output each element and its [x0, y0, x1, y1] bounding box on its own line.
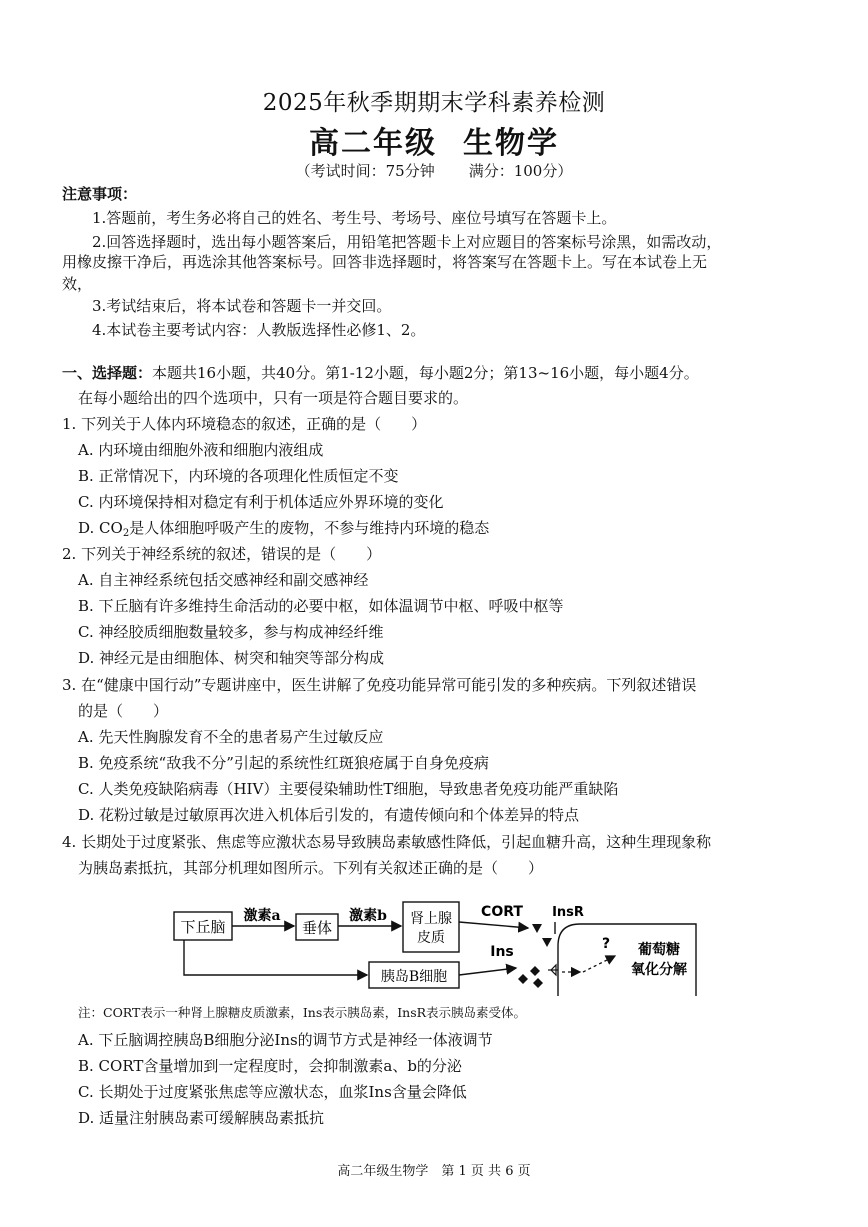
exam-title: 2025年秋季期期末学科素养检测: [262, 90, 606, 116]
adrenal-label-1: 肾上腺: [410, 911, 452, 927]
question-option: D. 花粉过敏是过敏原再次进入机体后引发的，有遗传倾向和个体差异的特点: [78, 806, 580, 824]
grade-label: 高二年级: [309, 126, 437, 161]
question-mark: ?: [601, 936, 611, 952]
ins-molecule: [533, 978, 543, 988]
glucose-label-1: 葡萄糖: [638, 942, 680, 958]
full-score: 满分：100分）: [468, 162, 573, 180]
option-d-post: 是人体细胞呼吸产生的废物，不参与维持内环境的稳态: [129, 519, 490, 537]
question-option: A. 先天性胸腺发育不全的患者易产生过敏反应: [78, 728, 384, 746]
question-option: A. 下丘脑调控胰岛B细胞分泌Ins的调节方式是神经一体液调节: [78, 1031, 493, 1049]
question-stem: 2. 下列关于神经系统的叙述，错误的是（ ）: [62, 545, 382, 563]
section-desc-2: 在每小题给出的四个选项中，只有一项是符合题目要求的。: [78, 389, 469, 407]
section-desc: 本题共16小题，共40分。第1-12小题，每小题2分；第13~16小题，每小题4分。: [152, 364, 699, 382]
question-stem: 1. 下列关于人体内环境稳态的叙述，正确的是（ ）: [62, 415, 427, 433]
arrow-ins: [459, 968, 516, 975]
question-option: C. 长期处于过度紧张焦虑等应激状态，血浆Ins含量会降低: [78, 1083, 467, 1101]
hypothalamus-label: 下丘脑: [180, 918, 226, 936]
question-option: D. 神经元是由细胞体、树突和轴突等部分构成: [78, 649, 385, 667]
question-option: D. 适量注射胰岛素可缓解胰岛素抵抗: [78, 1109, 325, 1127]
exam-info: [0, 160, 868, 181]
notice-item: 1.答题前，考生务必将自己的姓名、考生号、考场号、座位号填写在答题卡上。: [92, 209, 617, 227]
ins-molecule: [530, 966, 540, 976]
question-option: C. 内环境保持相对稳定有利于机体适应外界环境的变化: [78, 493, 444, 511]
pituitary-label: 垂体: [301, 919, 333, 937]
question-stem-cont: 为胰岛素抵抗，其部分机理如图所示。下列有关叙述正确的是（ ）: [78, 859, 544, 877]
arrow-cort: [459, 922, 528, 928]
cort-label: CORT: [481, 904, 523, 920]
question-stem-cont: 的是（ ）: [78, 702, 169, 720]
question-option: A. 自主神经系统包括交感神经和副交感神经: [78, 571, 369, 589]
glucose-label-2: 氧化分解: [631, 962, 687, 978]
question-stem: 3. 在“健康中国行动”专题讲座中，医生讲解了免疫功能异常可能引发的多种疾病。下列叙述错误: [62, 676, 697, 694]
cort-molecule: [532, 924, 542, 933]
notice-item: 效，: [62, 275, 93, 293]
islet-b-label: 胰岛B细胞: [380, 969, 448, 985]
subject-label: 生物学: [463, 126, 559, 161]
cort-molecule: [542, 938, 552, 947]
page-footer: 高二年级生物学 第 1 页 共 6 页: [337, 1164, 531, 1179]
ins-molecule: [518, 974, 528, 984]
question-option: B. CORT含量增加到一定程度时，会抑制激素a、b的分泌: [78, 1057, 462, 1075]
option-d-sub: 2: [122, 528, 130, 539]
question-option: C. 神经胶质细胞数量较多，参与构成神经纤维: [78, 623, 384, 641]
notice-item: 用橡皮擦干净后，再选涂其他答案标号。回答非选择题时，将答案写在答题卡上。写在本试卷上无: [62, 253, 708, 271]
question-option: B. 免疫系统“敌我不分”引起的系统性红斑狼疮属于自身免疫病: [78, 754, 489, 772]
notice-item: 4.本试卷主要考试内容：人教版选择性必修1、2。: [92, 321, 426, 339]
arrow-to-islet: [184, 940, 367, 975]
question-option: [78, 518, 489, 544]
section-heading: [62, 363, 699, 383]
hormone-b-label: 激素b: [349, 908, 387, 924]
insulin-resistance-diagram: [170, 896, 710, 1006]
notice-item: 2.回答选择题时，选出每小题答案后，用铅笔把答题卡上对应题目的答案标号涂黑，如需改动，: [92, 233, 722, 251]
exam-time: （考试时间：75分钟: [295, 162, 435, 180]
target-cell-membrane: [558, 924, 696, 996]
question-option: B. 下丘脑有许多维持生命活动的必要中枢，如体温调节中枢、呼吸中枢等: [78, 597, 564, 615]
exam-subtitle: [0, 118, 868, 162]
section-title: 一、选择题：: [62, 364, 153, 382]
notice-heading: 注意事项：: [62, 185, 138, 203]
question-option: B. 正常情况下，内环境的各项理化性质恒定不变: [78, 467, 399, 485]
question-option: C. 人类免疫缺陷病毒（HIV）主要侵染辅助性T细胞，导致患者免疫功能严重缺陷: [78, 780, 619, 798]
arrow-glucose: [583, 956, 615, 972]
insr-label: InsR: [552, 905, 584, 920]
diagram-note: 注：CORT表示一种肾上腺糖皮质激素，Ins表示胰岛素，InsR表示胰岛素受体。: [78, 1005, 527, 1020]
question-stem: 4. 长期处于过度紧张、焦虑等应激状态易导致胰岛素敏感性降低，引起血糖升高，这种生理现象称: [62, 833, 712, 851]
option-d-pre: D. CO: [78, 519, 123, 537]
hormone-a-label: 激素a: [243, 908, 281, 924]
adrenal-label-2: 皮质: [417, 930, 445, 946]
notice-item: 3.考试结束后，将本试卷和答题卡一并交回。: [92, 297, 392, 315]
ins-label: Ins: [490, 944, 514, 960]
question-option: A. 内环境由细胞外液和细胞内液组成: [78, 441, 324, 459]
